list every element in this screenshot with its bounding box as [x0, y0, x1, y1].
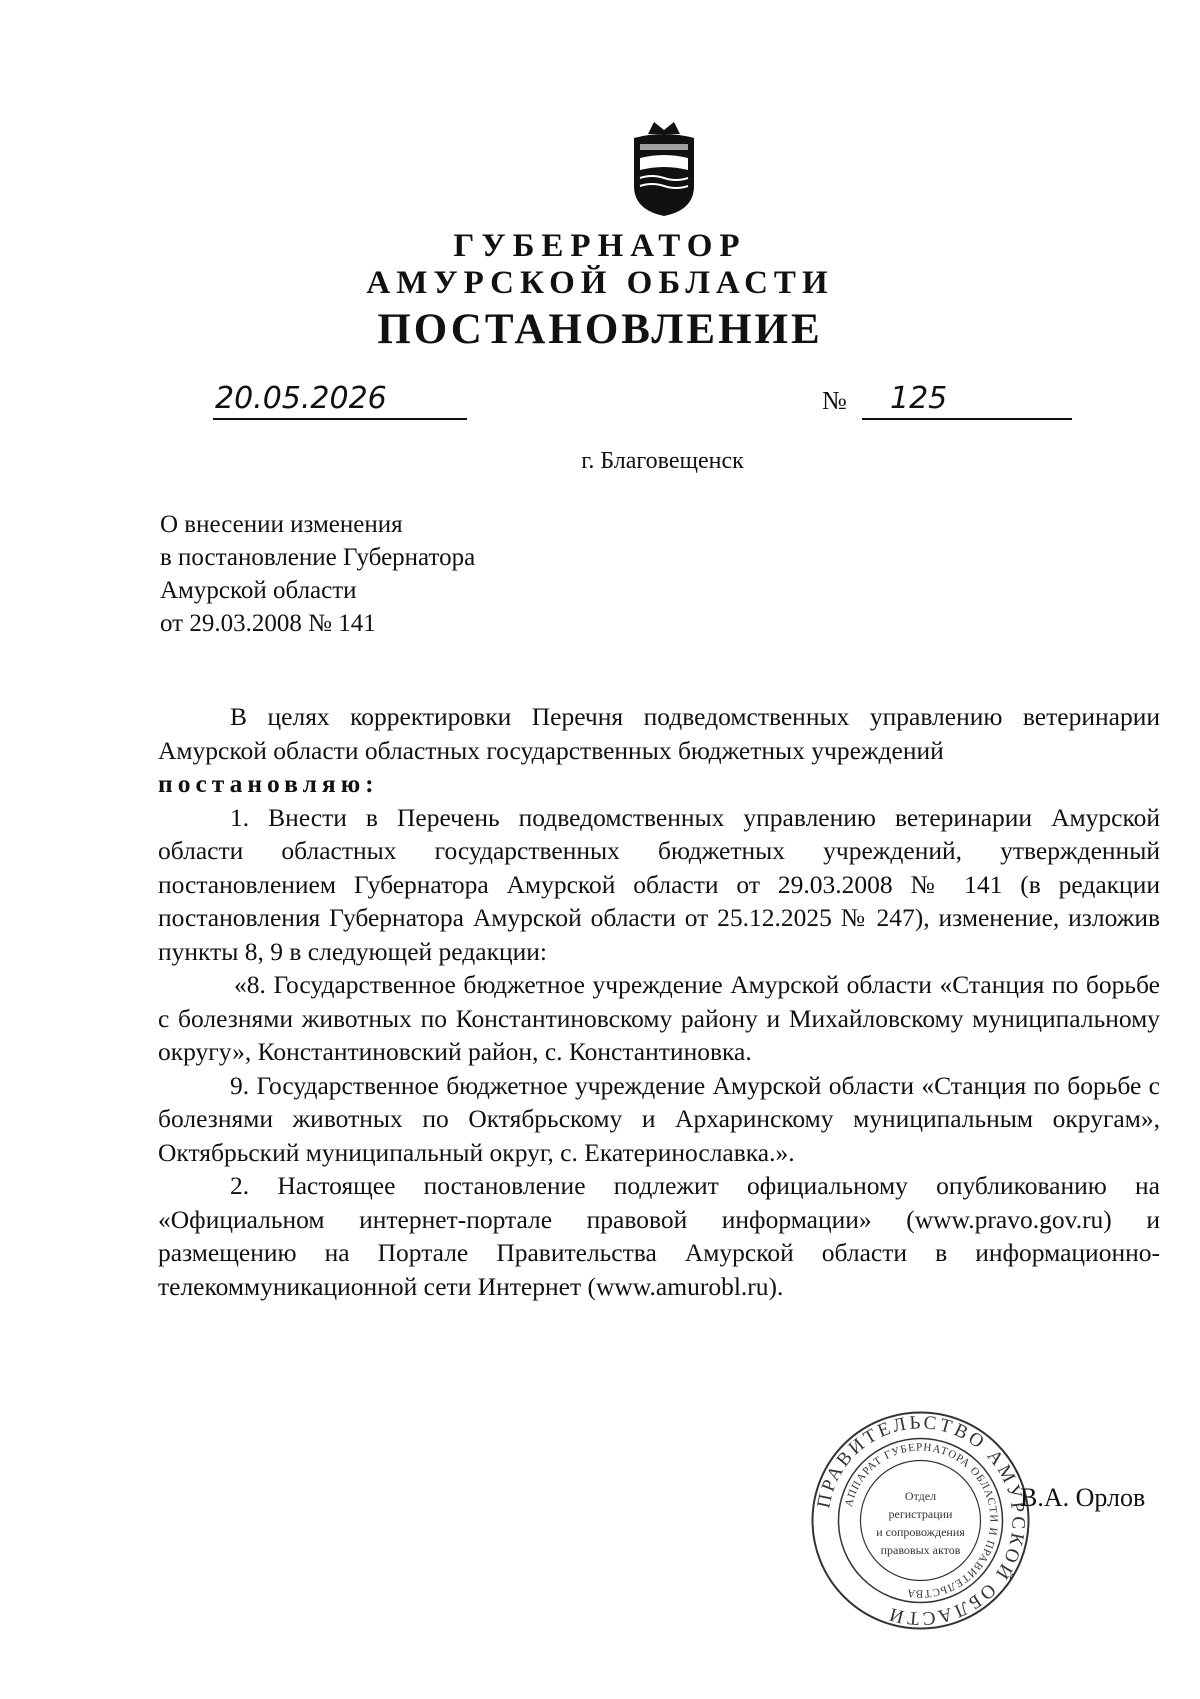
decree-word: постановляю:: [158, 769, 379, 798]
seal-center-line: регистрации: [888, 1507, 953, 1521]
item-1-point-9: 9. Государственное бюджетное учреждение Амурской области «Станция по борьбе с болезнями животных по Октябрьскому и Архаринскому муниципальным округам», Октябрьский муниципальный округ, с. Екатеринославка.».: [158, 1070, 1160, 1167]
subject-line: Амурской области: [160, 577, 357, 604]
document-subject: [160, 508, 475, 640]
document-type: ПОСТАНОВЛЕНИЕ: [377, 306, 823, 353]
issuer-title: ГУБЕРНАТОР: [453, 228, 747, 264]
document-body: [158, 700, 1160, 1303]
seal-inner-text: АППАРАТ ГУБЕРНАТОРА ОБЛАСТИ И ПРАВИТЕЛЬСТВА: [842, 1441, 1000, 1600]
city-name: г. Благовещенск: [581, 448, 744, 474]
official-seal: [808, 1408, 1033, 1633]
item-1-point-8: «8. Государственное бюджетное учреждение Амурской области «Станция по борьбе с болезнями животных по Константиновскому району и Михайловскому муниципальному округу», Константиновский район, с. Константиновка.: [158, 970, 1160, 1066]
issuer-region: АМУРСКОЙ ОБЛАСТИ: [366, 265, 834, 301]
seal-center-line: правовых актов: [880, 1543, 961, 1557]
subject-line: О внесении изменения: [160, 511, 403, 538]
item-1: 1. Внести в Перечень подведомственных управлению ветеринарии Амурской области областных государственных бюджетных учреждений, утвержденный постановлением Губернатора Амурской области от 29.03.2008 № 141 (в редакции постановления Губернатора Амурской области от 25.12.2025 № 247), изменение, изложив пункты 8, 9 в следующей редакции:: [158, 802, 1160, 966]
number-sign: №: [822, 386, 847, 415]
coat-of-arms-icon: [620, 118, 708, 218]
signer-name: В.А. Орлов: [1020, 1483, 1146, 1512]
document-number: 125: [890, 381, 948, 416]
document-date: 20.05.2026: [213, 380, 467, 420]
seal-center-line: Отдел: [904, 1489, 937, 1503]
preamble: В целях корректировки Перечня подведомственных управлению ветеринарии Амурской области областных государственных бюджетных учреждений: [158, 702, 1160, 765]
item-2: 2. Настоящее постановление подлежит официальному опубликованию на «Официальном интернет-портале правовой информации» (www.pravo.gov.ru) и размещению на Портале Правительства Амурской области в информационно-телекоммуникационной сети Интернет (www.amurobl.ru).: [158, 1171, 1160, 1301]
subject-line: от 29.03.2008 № 141: [160, 610, 376, 637]
seal-center-line: и сопровождения: [876, 1525, 965, 1539]
subject-line: в постановление Губернатора: [160, 544, 476, 571]
seal-outer-text: ПРАВИТЕЛЬСТВО АМУРСКОЙ ОБЛАСТИ: [813, 1412, 1029, 1629]
